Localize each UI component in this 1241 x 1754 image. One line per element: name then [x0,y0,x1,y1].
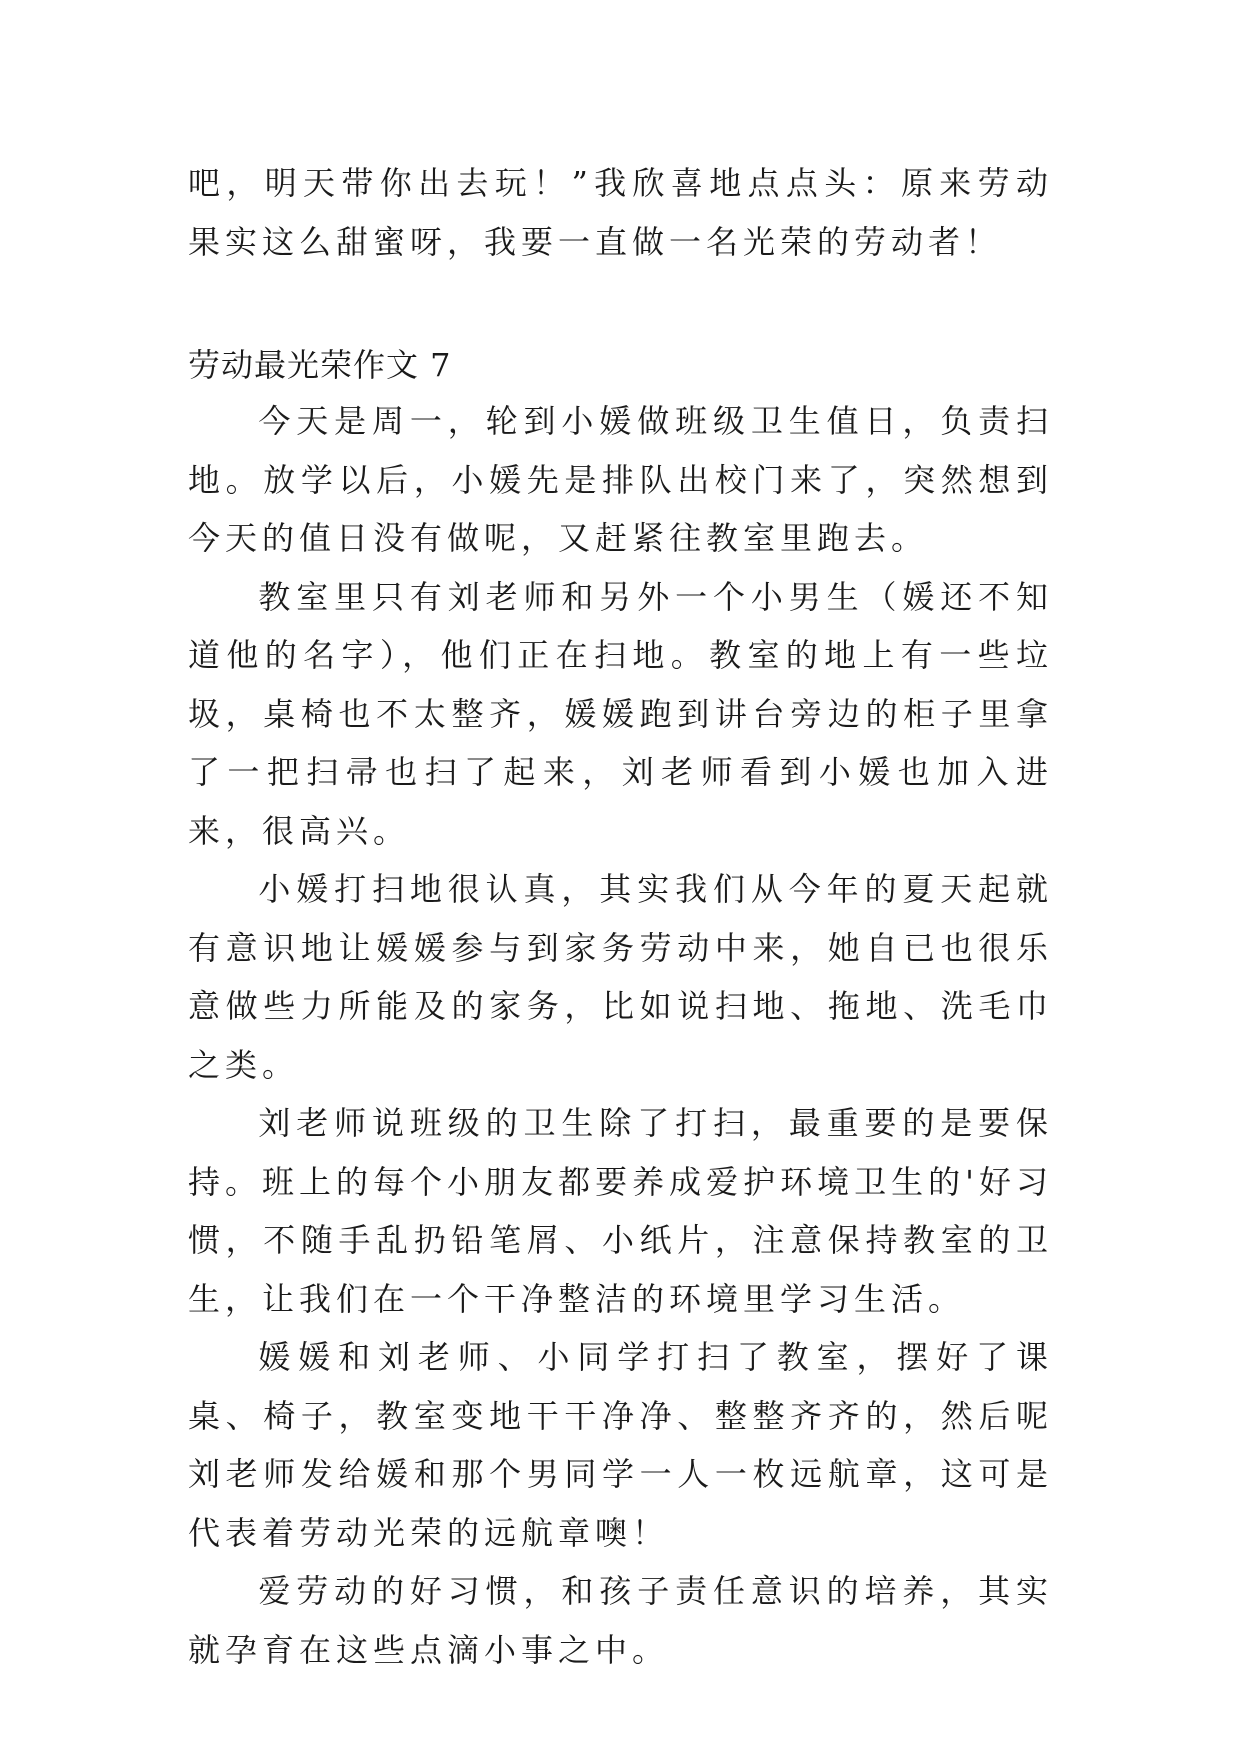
paragraph-1: 今天是周一，轮到小媛做班级卫生值日，负责扫地。放学以后，小媛先是排队出校门来了，突然想到今天的值日没有做呢，又赶紧往教室里跑去。 [188,402,1053,557]
paragraph-4: 刘老师说班级的卫生除了打扫，最重要的是要保持。班上的每个小朋友都要养成爱护环境卫生的'好习惯，不随手乱扔铅笔屑、小纸片，注意保持教室的卫生，让我们在一个干净整洁的环境里学习生活。 [188,1104,1053,1318]
paragraph-6: 爱劳动的好习惯，和孩子责任意识的培养，其实就孕育在这些点滴小事之中。 [188,1572,1053,1669]
continuation-paragraph: 吧，明天带你出去玩！”我欣喜地点点头：原来劳动果实这么甜蜜呀，我要一直做一名光荣的劳动者！ [188,164,1053,261]
section-title: 劳动最光荣作文 7 [188,346,452,384]
paragraph-3: 小媛打扫地很认真，其实我们从今年的夏天起就有意识地让媛媛参与到家务劳动中来，她自已也很乐意做些力所能及的家务，比如说扫地、拖地、洗毛巾之类。 [188,870,1053,1084]
paragraph-2: 教室里只有刘老师和另外一个小男生（媛还不知道他的名字），他们正在扫地。教室的地上有一些垃圾，桌椅也不太整齐，媛媛跑到讲台旁边的柜子里拿了一把扫帚也扫了起来，刘老师看到小媛也加入进来，很高兴。 [188,577,1053,850]
essay-body [188,392,1053,1679]
paragraph-5: 媛媛和刘老师、小同学打扫了教室，摆好了课桌、椅子，教室变地干干净净、整整齐齐的，然后呢刘老师发给媛和那个男同学一人一枚远航章，这可是代表着劳动光荣的远航章噢！ [188,1338,1053,1552]
